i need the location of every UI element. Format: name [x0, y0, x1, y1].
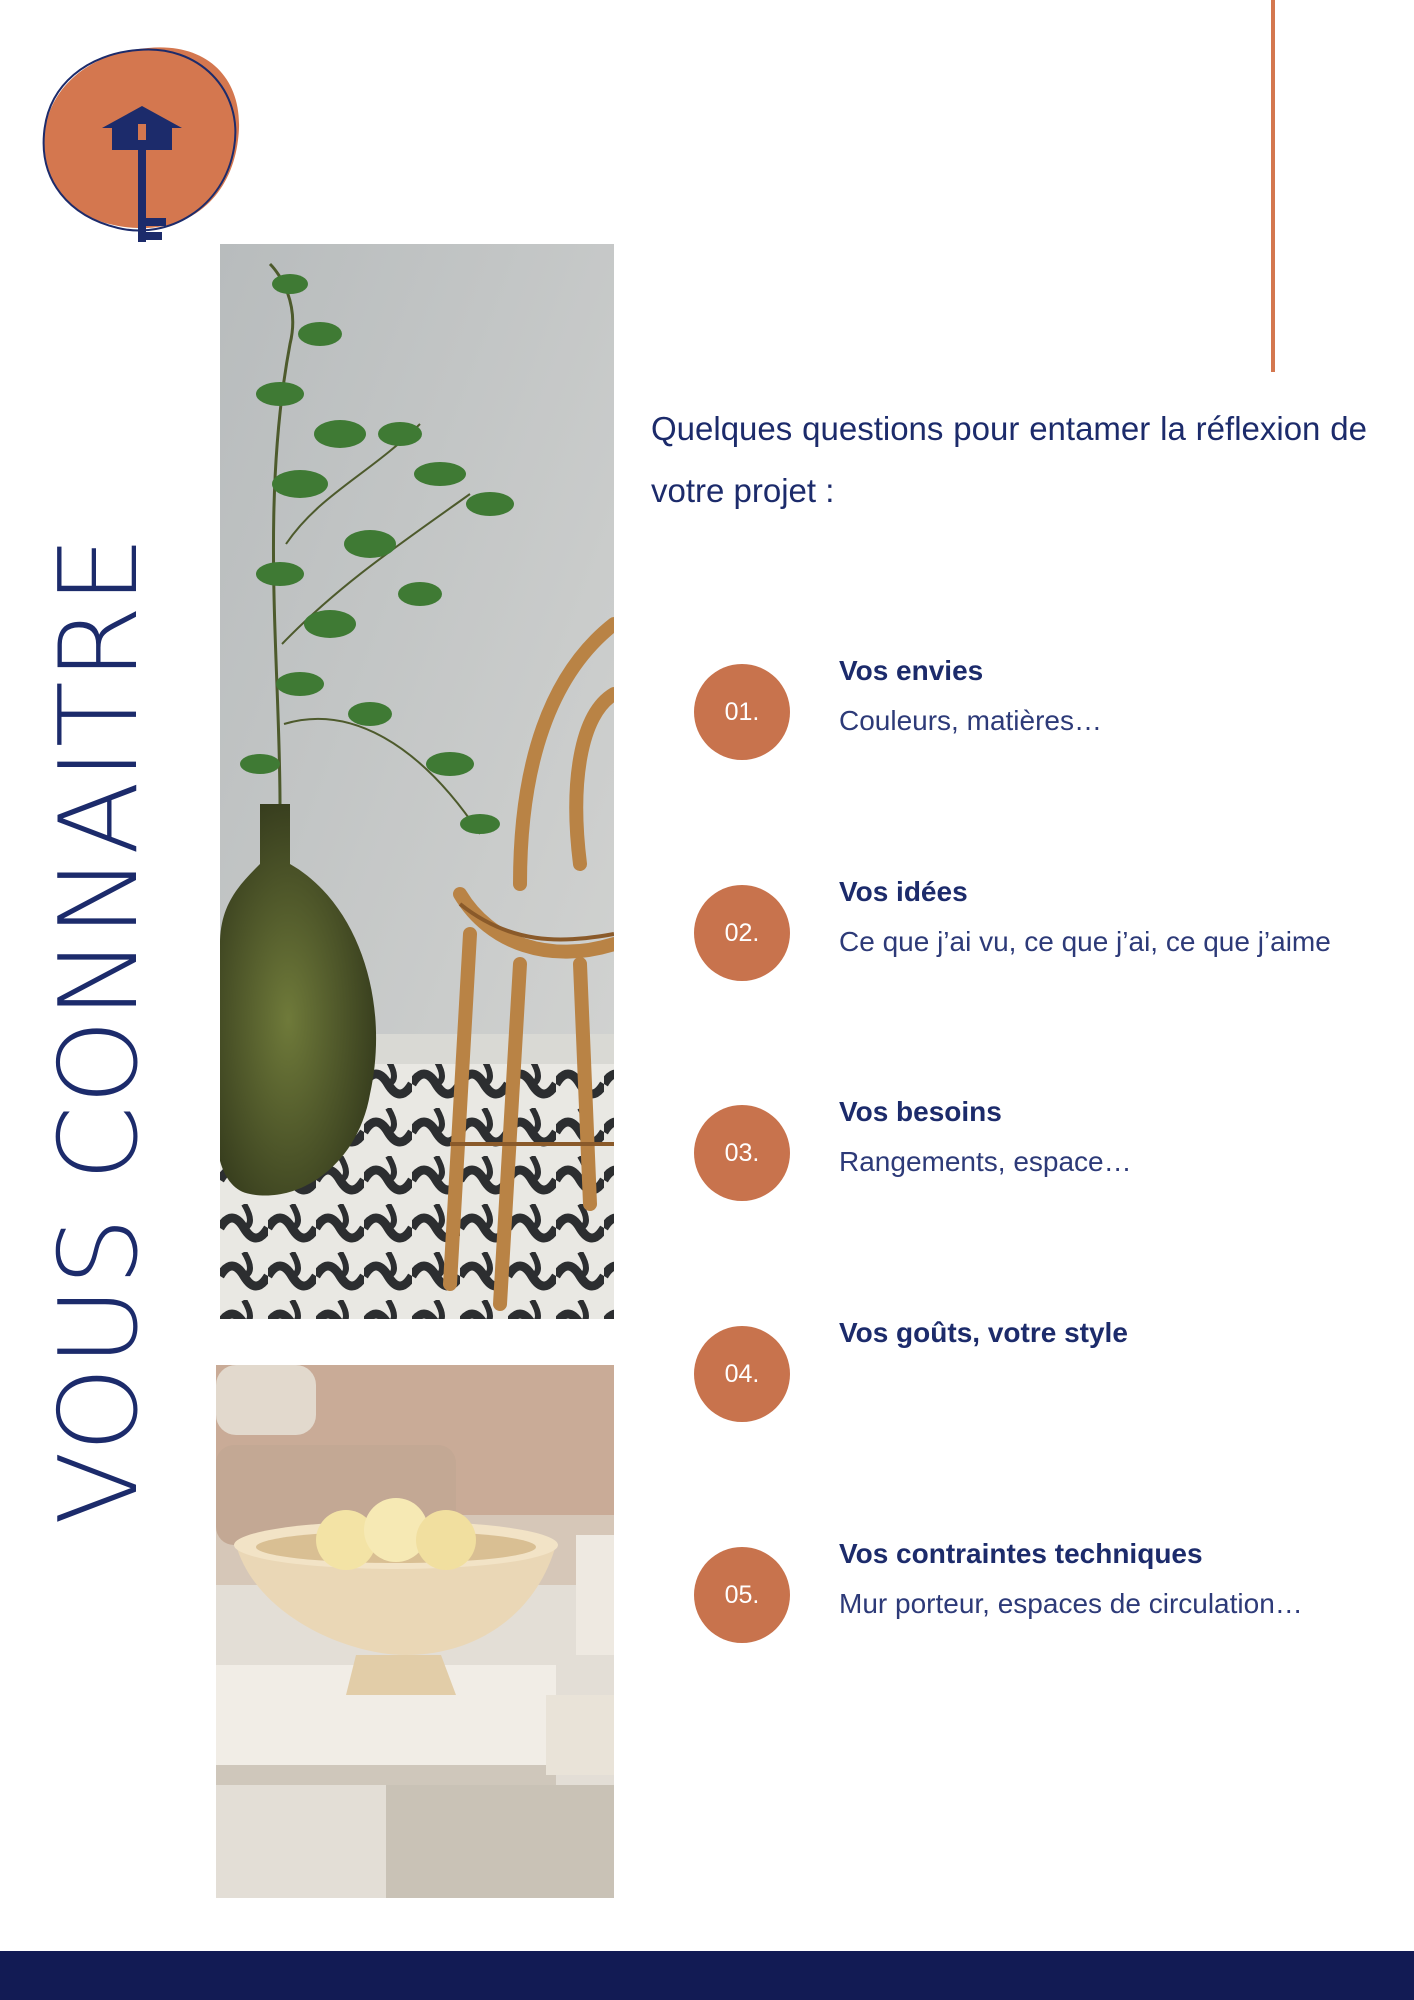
question-item-2 [694, 867, 1334, 1017]
question-item-1 [694, 646, 1334, 766]
intro-text: Quelques questions pour entamer la réflexion de votre projet : [651, 410, 1367, 509]
question-title: Vos goûts, votre style [839, 1317, 1128, 1348]
vertical-title: VOUS CONNAITRE [37, 535, 162, 1525]
question-number-badge: 01. [694, 664, 790, 760]
question-number-badge: 02. [694, 885, 790, 981]
question-description: Couleurs, matières… [839, 705, 1102, 736]
accent-line [1271, 0, 1275, 372]
question-number-badge: 03. [694, 1105, 790, 1201]
question-description: Rangements, espace… [839, 1146, 1132, 1177]
footer-band [0, 1951, 1414, 2000]
question-number-badge: 05. [694, 1547, 790, 1643]
question-title: Vos contraintes techniques [839, 1538, 1203, 1569]
question-description: Mur porteur, espaces de circulation… [839, 1588, 1303, 1619]
question-number-badge: 04. [694, 1326, 790, 1422]
question-title: Vos besoins [839, 1096, 1002, 1127]
question-title: Vos idées [839, 876, 968, 907]
plant-chair-photo [220, 244, 614, 1319]
question-item-3 [694, 1087, 1334, 1207]
question-item-5 [694, 1529, 1334, 1679]
bowl-table-photo [216, 1365, 614, 1898]
question-item-4 [694, 1308, 1334, 1428]
question-title: Vos envies [839, 655, 984, 686]
question-description: Ce que j’ai vu, ce que j’ai, ce que j’aime [839, 926, 1331, 957]
house-key-logo-icon [38, 40, 248, 250]
